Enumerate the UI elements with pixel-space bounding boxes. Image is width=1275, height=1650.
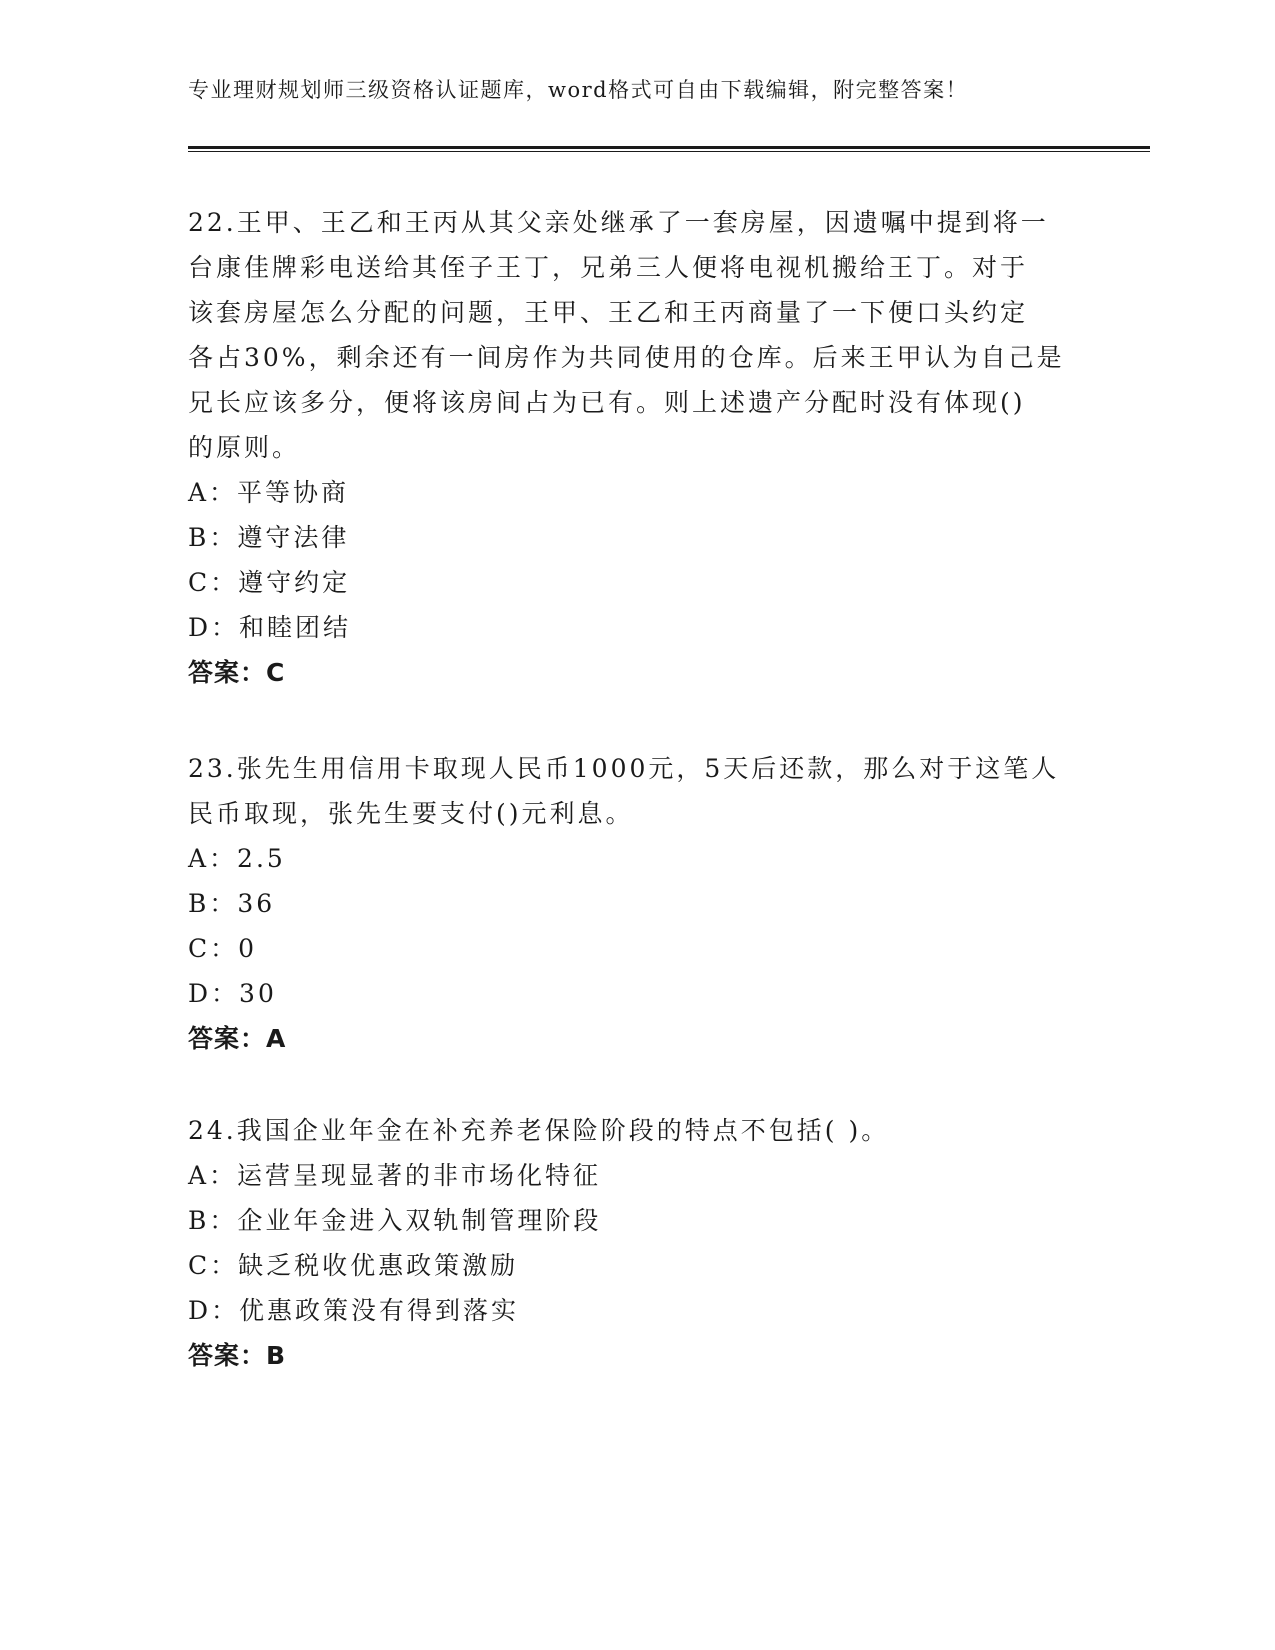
- option-d: D：和睦团结: [188, 613, 352, 642]
- question-23: [188, 746, 1088, 1061]
- option-a: A：平等协商: [188, 478, 350, 507]
- option-c: C：遵守约定: [188, 568, 351, 597]
- question-24: [188, 1108, 1088, 1378]
- answer-label: 答案：B: [188, 1341, 287, 1370]
- option-c: C：0: [188, 934, 258, 963]
- question-22: [188, 200, 1088, 695]
- header-divider-thin: [188, 151, 1150, 152]
- option-c: C：缺乏税收优惠政策激励: [188, 1251, 519, 1280]
- option-b: B：36: [188, 889, 276, 918]
- question-stem: 22.王甲、王乙和王丙从其父亲处继承了一套房屋，因遗嘱中提到将一 台康佳牌彩电送给其侄子王丁，兄弟三人便将电视机搬给王丁。对于 该套房屋怎么分配的问题，王甲、王乙和王丙商量了一下便口头约定 各占30%，剩余还有一间房作为共同使用的仓库。后来王甲认为自己是 兄长应该多分，便将该房间占为已有。则上述遗产分配时没有体现() 的原则。: [188, 208, 1065, 462]
- page-header-text: 专业理财规划师三级资格认证题库，word格式可自由下载编辑，附完整答案！: [188, 78, 969, 102]
- answer-label: 答案：A: [188, 1024, 287, 1053]
- option-b: B：遵守法律: [188, 523, 350, 552]
- option-d: D：30: [188, 979, 277, 1008]
- option-a: A：运营呈现显著的非市场化特征: [188, 1161, 602, 1190]
- option-d: D：优惠政策没有得到落实: [188, 1296, 520, 1325]
- header-divider-thick: [188, 146, 1150, 149]
- option-a: A：2.5: [188, 844, 286, 873]
- option-b: B：企业年金进入双轨制管理阶段: [188, 1206, 602, 1235]
- question-stem: 24.我国企业年金在补充养老保险阶段的特点不包括( )。: [188, 1116, 890, 1145]
- question-stem: 23.张先生用信用卡取现人民币1000元，5天后还款，那么对于这笔人 民币取现，张先生要支付()元利息。: [188, 754, 1060, 828]
- answer-label: 答案：C: [188, 658, 286, 687]
